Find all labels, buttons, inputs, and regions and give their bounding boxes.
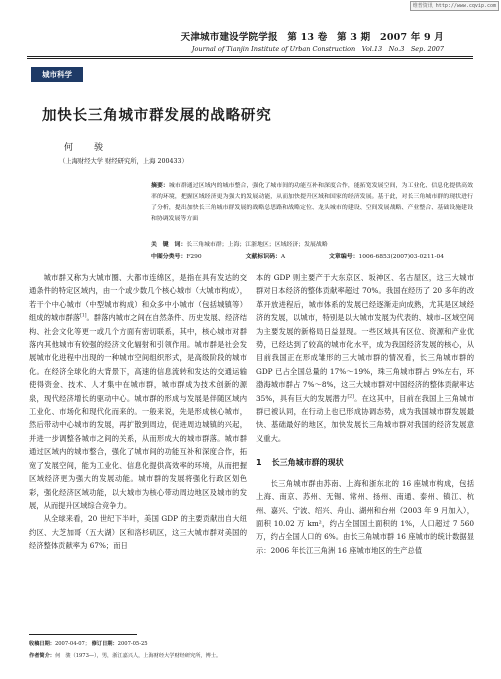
body-text: 。群落内城市之间在自然条件、历史发展、经济结构、社会文化等更一或几个方面有密切联系，其中，核心城市对群落内其他城市有较强的经济文化辐射和引领作用。城市群是社会发展城市化进程中出现的一种城市空间组织形式，是高级阶段的城市化。在经济全球化的大背景下，高速的信息流转和发达的交通运输使得资金、技术、人才集中在城市群，城市群成为技术创新的源泉，现代经济增长的驱动中心。城市群的形成与发展是伴随区域内工业化、市场化和现代化而来的。一般来说，先是形成核心城市，然后带动中心城市的发展，再扩散到周边，促进周边城镇的兴起，并进一步调整各城市之间的关系，从而形成大的城市群落。城市群通过区域内的城市整合，强化了城市间的功能互补和深度合作，拓宽了发展空间，能为工业化、信息化提供高效率的环境，从而把握区域经济更为强大的发展动能。城市群的发展将强化行政区划色彩，强化经济区域功能，以大城市为核心带动周边地区及城市的发展，从而提升区域综合竞争力。 [29,313,247,510]
clc-number [151,254,202,260]
paper-title: 加快长三角城市群发展的战略研究 [42,108,272,124]
header-rule-secondary [27,58,473,59]
abstract-label: 摘要： [151,182,169,189]
abstract [151,180,473,225]
body-column-right [256,271,474,557]
clc-value: F290 [186,254,202,260]
header-rule [27,56,473,57]
body-paragraph: 长三角城市群由苏南、上海和浙东北的 16 座城市构成，包括上海、南京、苏州、无锡、常州、扬州、南通、泰州、镇江、杭州、嘉兴、宁波、绍兴、舟山、湖州和台州（2003 年 9 月加入），面积 10.02 万 km²，约占全国国土面积的 1%，人口超过 7 560 万，约占全国人口的 6%。由长三角城市群 16 座城市的统计数据显示：2006 年长江三角洲 16 座城市地区的生产总值 [256,478,474,555]
author-info-label: 作者简介： [29,653,55,659]
body-text: 城市群又称为大城市圈、大都市连绵区，是指在具有发达的交通条件的特定区域内，由一个或少数几个核心城市（大城市构成），若干个中心城市（中型城市构成）和众多中小城市（包括城镇等）组成的城市群落 [29,273,247,323]
journal-title-en: Journal of Tianjin Institute of Urban Construction Vol.13 No.3 Sep. 2007 [191,45,444,53]
body-paragraph [29,271,247,512]
section-heading-text: 长三角城市群的现状 [271,458,344,468]
received-label: 收稿日期： [29,641,55,647]
watermark: 维普资讯 http://www.cqvip.com [410,1,499,11]
section-heading [256,456,474,469]
article-number [329,254,444,260]
footnote-rule [29,634,137,635]
citation-ref: [1] [80,313,87,319]
revised-label: 修订日期： [91,641,118,647]
body-column-left [29,271,247,630]
article-no-value: 1006-6853(2007)03-0211-04 [358,254,445,260]
document-code [246,254,286,260]
author-info: 何 骏（1973—），男，浙江嘉兴人，上海财经大学财经研究所，博士。 [54,653,222,659]
abstract-text: 城市群通过区域内的城市整合，强化了城市间的功能互补和深度合作，能拓宽发展空间，为工业化、信息化提供高效率的环境，把握区域经济更为强大的发展动能，从而加快提升区域和国家的经济发展。基于此，对长三角城市群的现状进行了分析，提出加快长三角城市群发展的战略总思路和战略定位、龙头城市的建设、空间发展战略、产业整合、基础设施建设和协调发展等方面 [151,183,474,222]
keywords [151,239,473,248]
author-affiliation: （上海财经大学 财经研究所，上海 200433） [59,158,188,165]
section-tag: 城市科学 [31,67,83,82]
footnote-author [29,652,221,659]
doc-code-value: A [280,254,286,260]
body-paragraph: 从全球来看，20 世纪下半叶，美国 GDP 的主要贡献出自大纽约区、大芝加哥（五大湖）区和洛杉矶区，这三大城市群对美国的经济整体贡献率为 67%；而日 [29,514,247,551]
keywords-text: 长三角城市群；上海；江浙地区；区域经济；发展战略 [186,242,328,248]
body-paragraph [256,271,474,445]
body-text: 本的 GDP 则主要产于大东京区、坂神区、名古屋区，这三大城市群对日本经济的整体贡献率超过 70%。我国在经历了 20 多年的改革开放进程后，城市体系的发展已经逐渐走向成熟，尤其是区域经济的发展，以城市，特别是以大城市发展为代表的、城市–区域空间为主要发展的新格局日益显现。一些区域具有区位、资源和产业优势，已经达到了较高的城市化水平，成为我国经济发展的核心，从目前我国正在形成雏形的三大城市群的情况看，长三角城市群的 GDP 已占全国总量的 17%～19%，珠三角城市群占 9%左右，环渤海城市群占 7%～8%，这三大城市群对中国经济的整体贡献率达 35%，具有巨大的发展潜力 [256,273,474,403]
citation-ref: [2] [347,394,354,400]
footnote-dates [29,640,148,647]
received-date: 2007-04-07； [54,641,91,647]
journal-title-cn: 天津城市建设学院学报 第 13 卷 第 3 期 2007 年 9 月 [180,32,444,43]
clc-label: 中图分类号： [151,253,187,260]
article-meta [151,251,473,260]
author-name: 何 骏 [64,143,110,153]
section-number: 1 [256,458,262,468]
body-text: 。在这其中，目前在我国上三角城市群已被认同，在行动上也已形成协调态势，成为我国城市群发展最快、基础最好的地区，加快发展长三角城市群对我国的经济发展意义重大。 [256,393,475,443]
keywords-label: 关 键 词： [151,241,187,248]
revised-date: 2007-05-25 [117,641,148,647]
article-no-label: 文章编号： [329,253,359,260]
doc-code-label: 文献标识码： [245,253,281,260]
